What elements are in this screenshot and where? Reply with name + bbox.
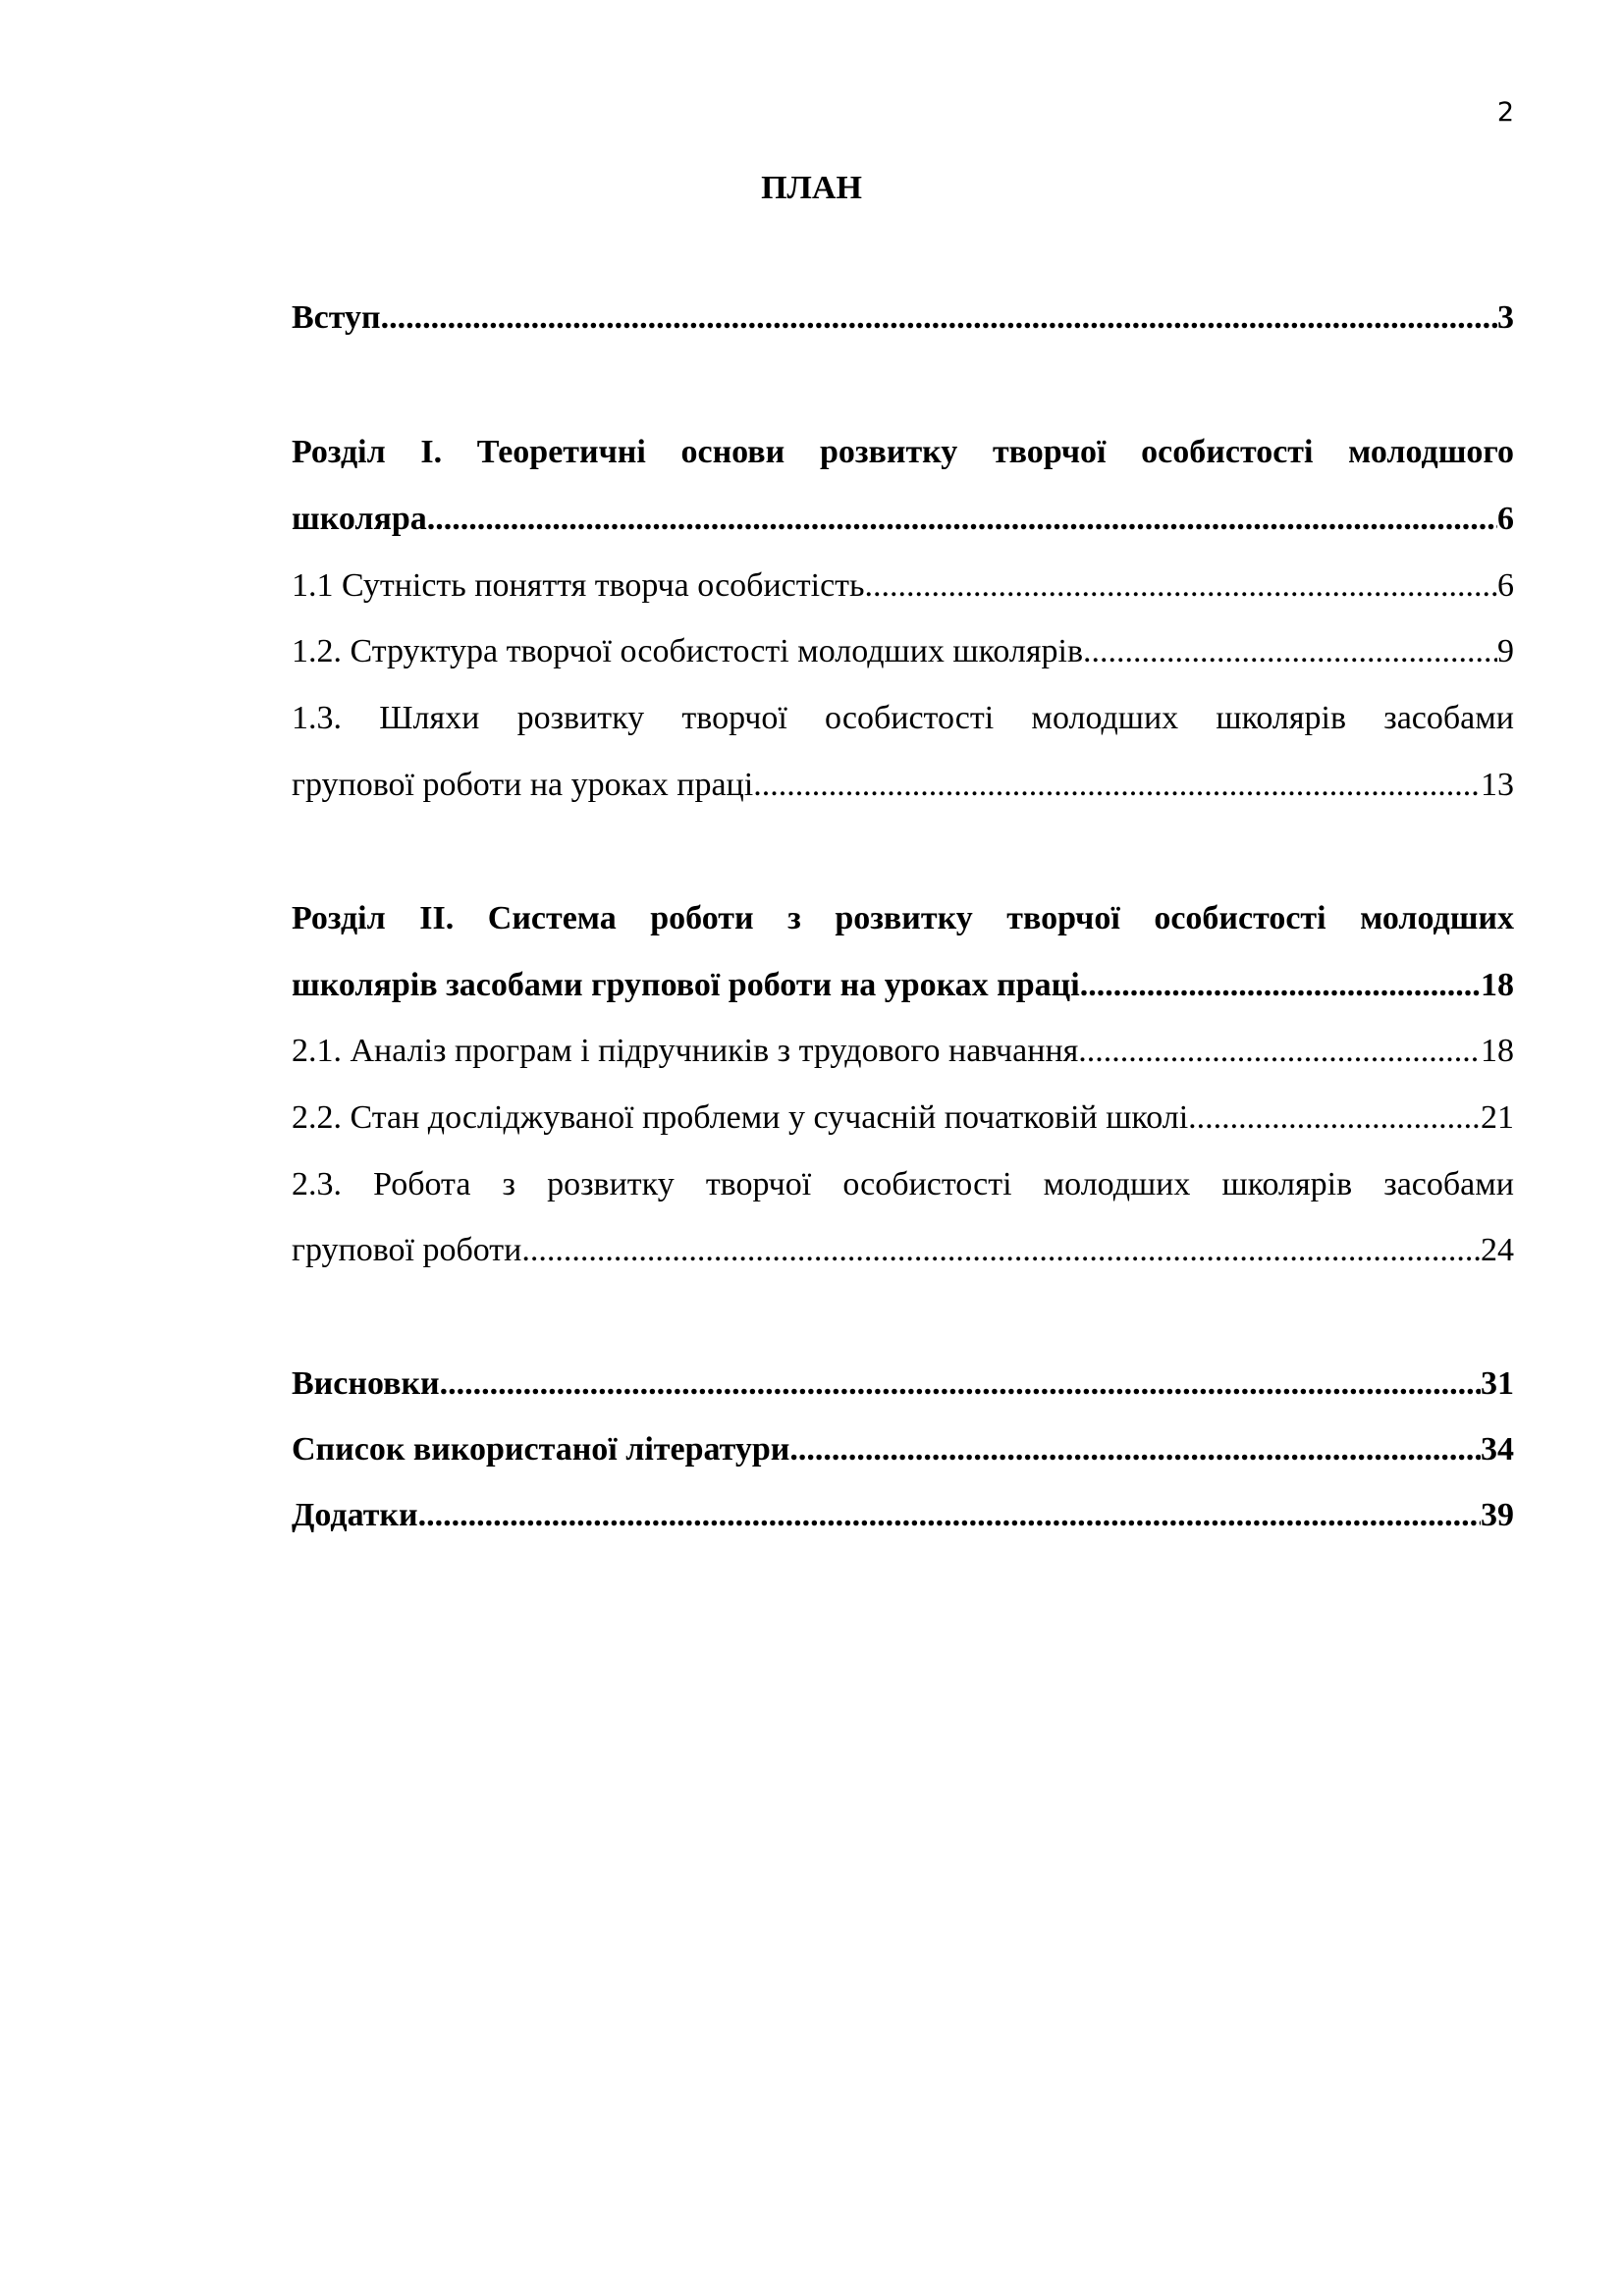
toc-entry-page: 13 — [1481, 767, 1514, 803]
toc-entry-page: 18 — [1481, 967, 1514, 1003]
toc-entry-text: школярів засобами групової роботи на уроках праці — [292, 967, 1080, 1003]
toc-entry-page: 39 — [1481, 1497, 1514, 1533]
toc-entry-page: 24 — [1481, 1232, 1514, 1268]
toc-leader-dots — [418, 1497, 1481, 1534]
toc-entry-1-2 — [292, 633, 1514, 676]
toc-entry-page: 9 — [1497, 633, 1514, 669]
toc-section2-line1: Розділ II. Система роботи з розвитку творчої особистості молодших — [292, 900, 1514, 936]
toc-entry-page: 18 — [1481, 1033, 1514, 1069]
toc-entry-2-3-line2 — [292, 1232, 1514, 1275]
toc-leader-dots — [1078, 1033, 1481, 1070]
toc-entry-2-2 — [292, 1099, 1514, 1143]
toc-entry-text: Список використаної літератури — [292, 1431, 790, 1468]
toc-section1-line1: Розділ I. Теоретичні основи розвитку творчої особистості молодшого — [292, 434, 1514, 470]
toc-entry-text: Висновки — [292, 1365, 440, 1402]
toc-entry-text: Додатки — [292, 1497, 418, 1533]
toc-leader-dots — [1188, 1099, 1481, 1137]
toc-leader-dots — [1080, 967, 1481, 1004]
toc-entry-page: 3 — [1497, 299, 1514, 336]
toc-section1-line2 — [292, 501, 1514, 544]
toc-entry-text: групової роботи на уроках праці — [292, 767, 754, 803]
toc-leader-dots — [789, 1431, 1481, 1468]
toc-entry-appendices — [292, 1497, 1514, 1540]
toc-entry-1-3-line1: 1.3. Шляхи розвитку творчої особистості молодших школярів засобами — [292, 700, 1514, 736]
toc-entry-page: 34 — [1481, 1431, 1514, 1468]
toc-leader-dots — [753, 767, 1481, 804]
toc-entry-page: 31 — [1481, 1365, 1514, 1402]
toc-leader-dots — [381, 299, 1497, 337]
toc-entry-references — [292, 1431, 1514, 1474]
toc-entry-page: 6 — [1497, 501, 1514, 537]
toc-leader-dots — [427, 501, 1497, 538]
toc-leader-dots — [1083, 633, 1497, 670]
toc-entry-text: 1.2. Структура творчої особистості молодших школярів — [292, 633, 1084, 669]
toc-entry-text: групової роботи — [292, 1232, 522, 1268]
toc-entry-1-3-line2 — [292, 767, 1514, 810]
document-title: ПЛАН — [761, 170, 862, 206]
toc-entry-text: Вступ — [292, 299, 381, 336]
toc-entry-page: 6 — [1497, 567, 1514, 604]
toc-entry-page: 21 — [1481, 1099, 1514, 1136]
toc-entry-text: 1.1 Сутність поняття творча особистість — [292, 567, 865, 604]
toc-section2-line2 — [292, 967, 1514, 1010]
toc-entry-1-1 — [292, 567, 1514, 611]
toc-entry-conclusions — [292, 1365, 1514, 1409]
page-number: 2 — [1496, 97, 1514, 128]
toc-entry-2-1 — [292, 1033, 1514, 1076]
toc-leader-dots — [865, 567, 1497, 605]
toc-entry-text: школяра — [292, 501, 427, 537]
toc-entry-text: 2.1. Аналіз програм і підручників з трудового навчання — [292, 1033, 1079, 1069]
toc-leader-dots — [521, 1232, 1481, 1269]
toc-entry-text: 2.2. Стан досліджуваної проблеми у сучасній початковій школі — [292, 1099, 1189, 1136]
toc-entry-intro — [292, 299, 1514, 343]
toc-leader-dots — [440, 1365, 1481, 1403]
toc-entry-2-3-line1: 2.3. Робота з розвитку творчої особистості молодших школярів засобами — [292, 1166, 1514, 1202]
